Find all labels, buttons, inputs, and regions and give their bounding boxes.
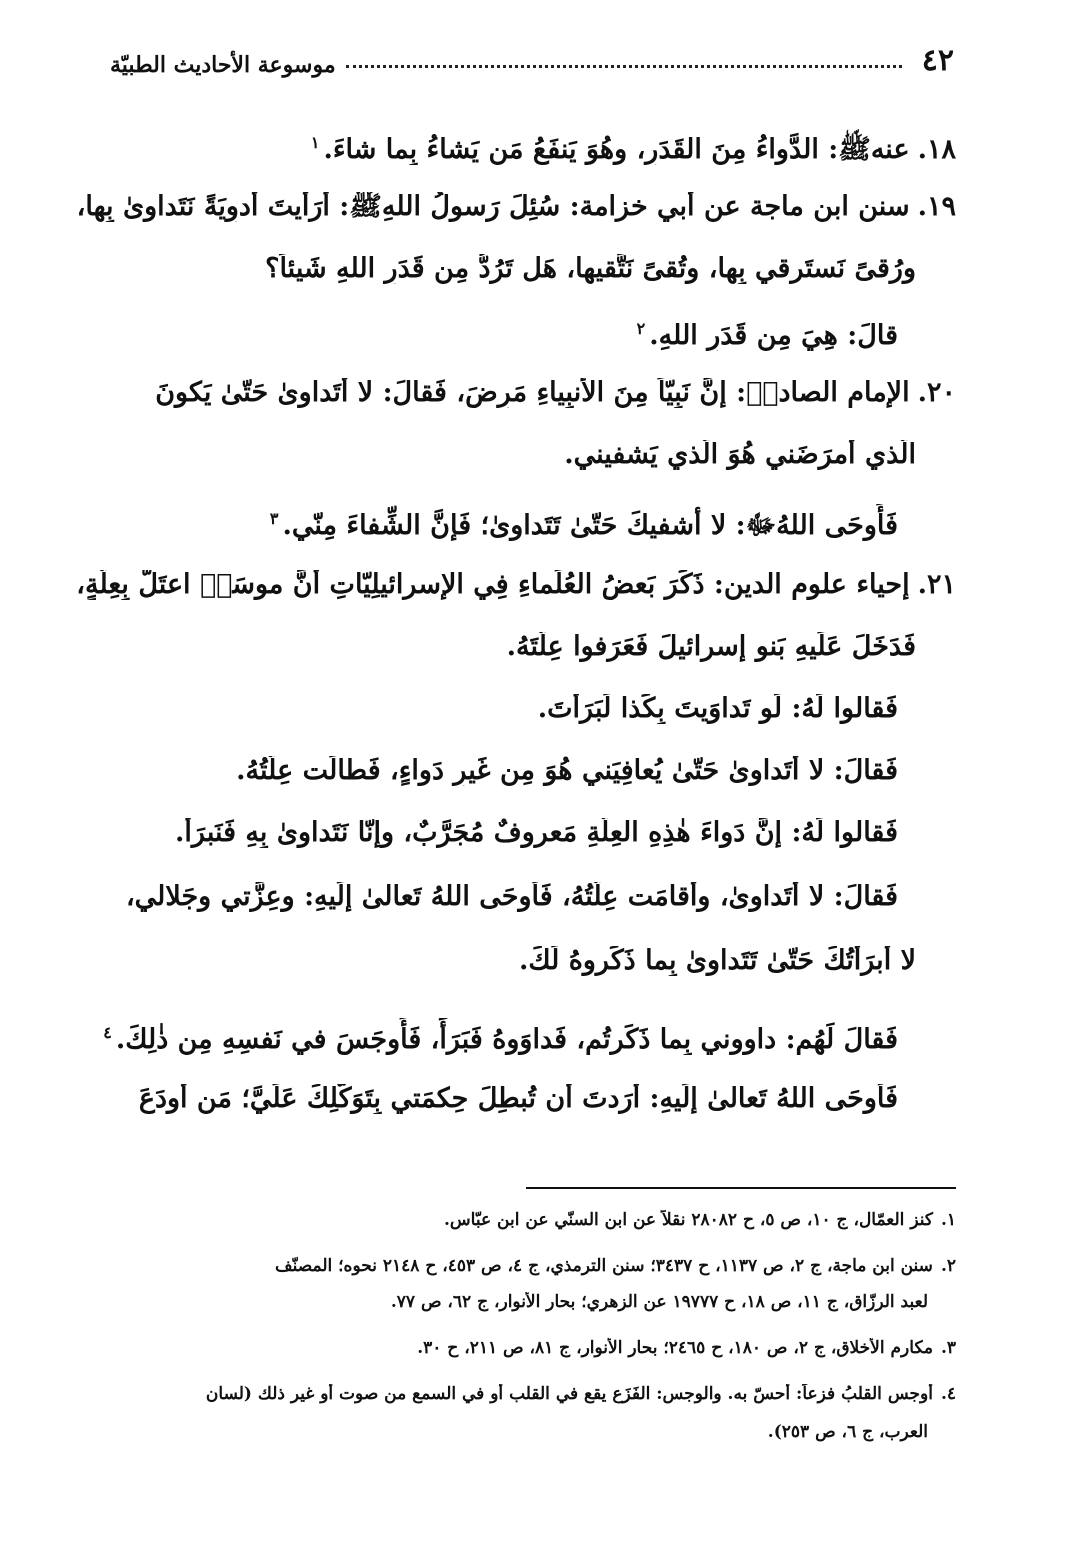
hadith-20-line-2: الَّذي أمرَضَني هُوَ الَّذي يَشفيني.: [564, 440, 916, 470]
footnote-separator: [526, 1187, 956, 1189]
hadith-19-line-1: ١٩.سنن ابن ماجة عن أبي خزامة: سُئِلَ رَسولُ اللهِﷺ: أرَأيتَ أدوِيَةً نَتَداوىٰ بِها،: [76, 192, 956, 222]
hadith-19-line-3: قالَ: هِيَ مِن قَدَرِ اللهِ.$^٢$: [636, 319, 898, 351]
footnote-ref-1[interactable]: ١: [310, 133, 320, 152]
hadith-19-line-2: ورُقىً نَستَرقي بِها، وتُقىً نَتَّقيها، هَل تَرُدُّ مِن قَدَرِ اللهِ شَيئاً؟: [265, 254, 916, 284]
footnote-ref-4[interactable]: ٤: [103, 1023, 112, 1042]
hadith-21-line-5: فَقالوا لَهُ: إنَّ دَواءَ هٰذِهِ العِلَّةِ مَعروفٌ مُجَرَّبٌ، وإنّا نَتَداوىٰ بِهِ فَنَبرَأُ.: [175, 818, 898, 848]
hadith-18-line-1: ١٨.عنهﷺ: الدَّواءُ مِنَ القَدَرِ، وهُوَ يَنفَعُ مَن يَشاءُ بِما شاءَ.$^١$: [310, 133, 956, 165]
hadith-21-line-2: فَدَخَلَ عَلَيهِ بَنو إسرائيلَ فَعَرَفوا عِلَّتَهُ.: [506, 632, 916, 662]
header-dotted-leader: [346, 65, 902, 68]
footnote-ref-3[interactable]: ٣: [269, 509, 279, 528]
hadith-21-line-4: فَقالَ: لا أتَداوىٰ حَتّىٰ يُعافِيَني هُوَ مِن غَيرِ دَواءٍ، فَطالَت عِلَّتُهُ.: [236, 756, 898, 786]
footnote-4-cont: العرب، ج ٦، ص ٢٥٣).: [767, 1422, 928, 1442]
footnote-3: ٣.مكارم الأخلاق، ج ٢، ص ١٨٠، ح ٢٤٦٥؛ بحار الأنوار، ج ٨١، ص ٢١١، ح ٣٠.: [417, 1338, 956, 1358]
book-title: موسوعة الأحاديث الطبيّة: [110, 52, 336, 78]
hadith-20-line-3: فَأَوحَى اللهُﷻ: لا أشفيكَ حَتّىٰ تَتَداوىٰ؛ فَإِنَّ الشِّفاءَ مِنّي.$^٣$: [269, 509, 898, 541]
hadith-21-line-7: لا أبرَأتُكَ حَتّىٰ تَتَداوىٰ بِما ذَكَروهُ لَكَ.: [518, 946, 916, 976]
hadith-21-line-1: ٢١.إحياء علوم الدين: ذَكَرَ بَعضُ العُلَماءِ فِي الإِسرائيلِيّاتِ أنَّ موسَىؑ اعتَلَّ بِعِلَّةٍ،: [76, 570, 956, 600]
hadith-20-line-1: ٢٠.الإمام الصادقؑ: إنَّ نَبِيّاً مِنَ الأَنبِياءِ مَرِضَ، فَقالَ: لا أتَداوىٰ حَتّىٰ يَكونَ: [155, 378, 956, 408]
footnote-4: ٤.أوجس القلبُ فزعاً: أحسّ به. والوجس: الفَزَع يقع في القلب أو في السمع من صوت أو غير ذلك (لسان: [205, 1384, 956, 1404]
footnote-ref-2[interactable]: ٢: [636, 319, 646, 338]
footnote-2: ٢.سنن ابن ماجة، ج ٢، ص ١١٣٧، ح ٣٤٣٧؛ سنن الترمذي، ج ٤، ص ٤٥٣، ح ٢١٤٨ نحوه؛ المصنّف: [275, 1256, 956, 1276]
page-header: [110, 38, 954, 78]
footnote-1: ١.كنز العمّال، ج ١٠، ص ٥، ح ٢٨٠٨٢ نقلاً عن ابن السنّي عن ابن عبّاس.: [444, 1210, 956, 1230]
hadith-21-line-9: فَأَوحَى اللهُ تَعالىٰ إلَيهِ: أرَدتَ أن تُبطِلَ حِكمَتي بِتَوَكُّلِكَ عَلَيَّ؛ مَن أودَعَ: [138, 1084, 898, 1114]
footnote-2-cont: لعبد الرزّاق، ج ١١، ص ١٨، ح ١٩٧٧٧ عن الزهري؛ بحار الأنوار، ج ٦٢، ص ٧٧.: [390, 1292, 928, 1312]
hadith-21-line-3: فَقالوا لَهُ: لَو تَداوَيتَ بِكَذا لَبَرَأتَ.: [537, 694, 898, 724]
page-number: ٤٢: [921, 43, 954, 78]
hadith-21-line-8: فَقالَ لَهُم: داووني بِما ذَكَرتُم، فَداوَوهُ فَبَرَأَ، فَأَوجَسَ في نَفسِهِ مِن ذٰلِكَ.$^٤$: [103, 1023, 898, 1055]
hadith-21-line-6: فَقالَ: لا أتَداوىٰ، وأقامَت عِلَّتُهُ، فَأَوحَى اللهُ تَعالىٰ إلَيهِ: وعِزَّتي وجَلالي،: [125, 882, 898, 912]
